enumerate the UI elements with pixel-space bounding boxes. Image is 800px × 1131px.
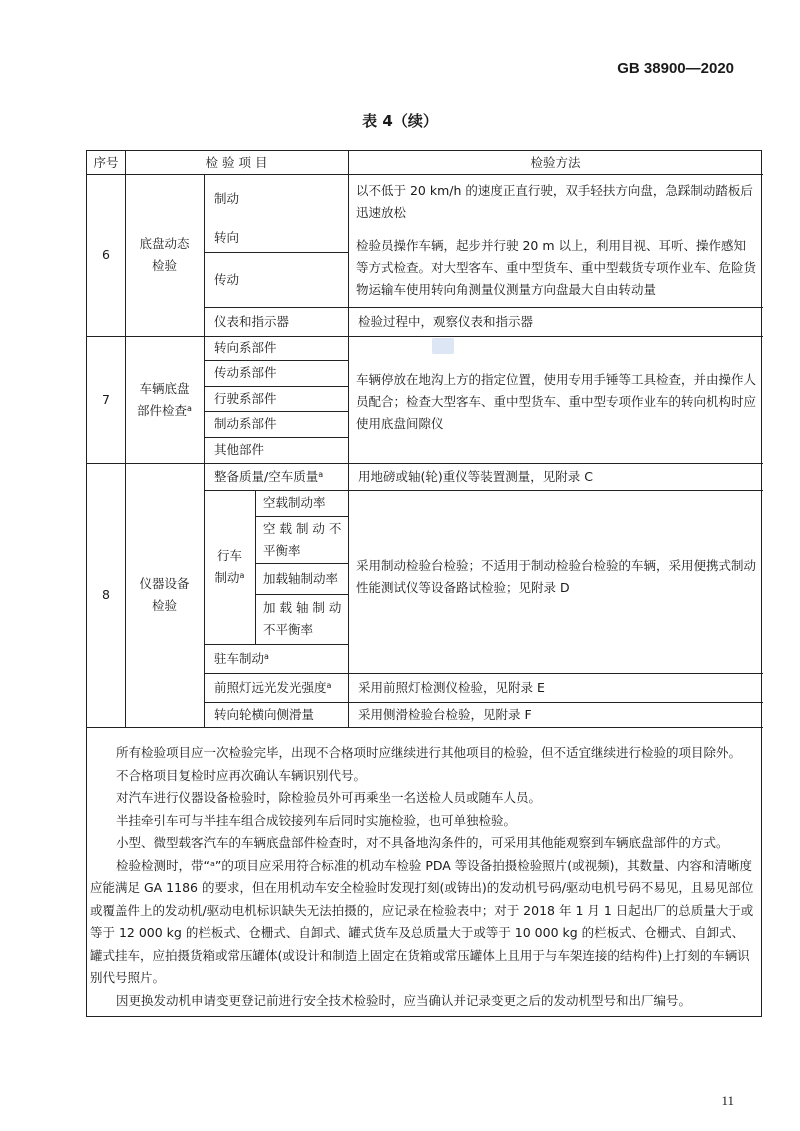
row6-method-gauges: 检验过程中，观察仪表和指示器	[358, 313, 534, 329]
row7-category-line1: 车辆底盘	[139, 380, 190, 396]
row8-item-parking-brake: 驻车制动 a	[204, 644, 348, 673]
row7-superscript: a	[187, 403, 192, 413]
row7-method: 车辆停放在地沟上方的指定位置，使用专用手锤等工具检查，并由操作人员配合；检查大型客车、重中型货车、重中型专项作业车的转向机构时应使用底盘间隙仪	[356, 372, 757, 431]
row6-item-brake: 制动	[214, 191, 240, 206]
row8-method-headlamp: 采用前照灯检测仪检验，见附录 E	[358, 679, 545, 695]
service-brake-line1: 行车	[216, 548, 242, 563]
row8-mass-superscript: a	[318, 469, 324, 479]
row8-category-line1: 仪器设备	[139, 576, 190, 591]
parking-brake-superscript: a	[264, 651, 269, 661]
header-method: 检验方法	[530, 154, 581, 170]
row7-number: 7	[102, 391, 110, 407]
row6-item-steering: 转向	[214, 230, 240, 245]
row6-number: 6	[102, 247, 110, 262]
note-7: 因更换发动机申请变更登记前进行安全技术检验时，应当确认并记录变更之后的发动机型号和出厂编号。	[116, 992, 692, 1008]
row8-method-sideslip: 采用侧滑检验台检验，见附录 F	[358, 706, 532, 722]
service-brake-line2: 制动$^a$	[214, 570, 245, 585]
note-5: 小型、微型载客汽车的车辆底盘部件检查时，对不具备地沟条件的，可采用其他能观察到车辆底盘部件的方式。	[116, 835, 729, 850]
row8-method-brake: 采用制动检验台检验；不适用于制动检验台检验的车辆，采用便携式制动性能测试仪等设备路试检验；见附录 D	[356, 558, 757, 595]
row8-item-headlamp: 前照灯远光发光强度 a	[204, 673, 348, 702]
service-brake-superscript: a	[239, 571, 245, 580]
row6-method-brake: 以不低于 20 km/h 的速度正直行驶，双手轻扶方向盘，急踩制动踏板后迅速放松	[356, 183, 753, 220]
row6-category-line2: 检验	[151, 258, 177, 273]
row7-category	[125, 336, 204, 463]
row8-method-mass: 用地磅或轴(轮)重仪等装置测量，见附录 C	[358, 468, 593, 484]
page-number: 11	[721, 1093, 734, 1108]
note-4: 半挂牵引车可与半挂车组合成铰接列车后同时实施检验，也可单独检验。	[116, 812, 517, 828]
row7-item-steering-parts: 转向系部件	[214, 340, 277, 355]
brake-item-loaded-rate: 加载轴制动率	[263, 570, 339, 586]
row6-item-drive: 传动	[214, 271, 240, 287]
headlamp-superscript: a	[326, 680, 332, 690]
standard-number: GB 38900—2020	[617, 60, 734, 77]
note-2: 不合格项目复检时应再次确认车辆识别代号。	[116, 767, 367, 783]
note-1: 所有检验项目应一次检验完毕，出现不合格项时应继续进行其他项目的检验，但不适宜继续进行检验的项目除外。	[116, 745, 742, 760]
row8-item-mass: 整备质量/空车质量 a	[204, 463, 348, 490]
table-title: 表 4（续）	[362, 112, 438, 130]
row7-item-running-parts: 行驶系部件	[214, 390, 277, 406]
row7-item-other-parts: 其他部件	[214, 442, 265, 457]
row6-method-steering-drive: 检验员操作车辆，起步并行驶 20 m 以上，利用目视、耳听、操作感知等方式检查。对大型客车、重中型货车、重中型载货专项作业车、危险货物运输车使用转向角测量仪测量方向盘最大自由转动量	[356, 238, 757, 297]
row6-category	[125, 174, 204, 336]
row6-item-gauges: 仪表和指示器	[214, 313, 290, 329]
row7-item-brake-parts: 制动系部件	[214, 416, 277, 431]
note-3: 对汽车进行仪器设备检验时，除检验员外可再乘坐一名送检人员或随车人员。	[116, 790, 542, 805]
brake-item-loaded-imbalance: 加 载 轴 制 动 不平衡率	[263, 600, 342, 637]
row8-number: 8	[102, 587, 110, 602]
watermark-logo	[432, 338, 454, 354]
row8-item-sideslip: 转向轮横向侧滑量	[214, 706, 315, 722]
row8-category-line2: 检验	[151, 598, 177, 613]
header-no: 序号	[93, 154, 119, 170]
brake-item-empty-imbalance: 空 载 制 动 不 平衡率	[263, 521, 342, 558]
row7-category-line2: 部件检查$^a$	[137, 402, 192, 418]
row8-service-brake-group	[204, 490, 255, 644]
row6-category-line1: 底盘动态	[139, 236, 190, 251]
row8-category	[125, 463, 204, 727]
row7-item-drive-parts: 传动系部件	[214, 365, 277, 380]
note-6: 检验检测时，带“ᵃ”的项目应采用符合标准的机动车检验 PDA 等设备拍摄检验照片(或视频)，其数量、内容和清晰度应能满足 GA 1186 的要求，但在用机动车安全检验时发现打刻(或铸出)的发动机号码/驱动电机号码不易见，且易见部位或覆盖件上的发动机/驱动电机标识缺失无法拍摄的，应记录在检验表中；对于 2018 年 1 月 1 日起出厂的总质量大于或等于 12 000 kg 的栏板式、仓栅式、自卸式、罐式货车及总质量大于或等于 10 000 kg 的栏板式、仓栅式、自卸式、罐式挂车，应拍摄货箱或常压罐体(或设计和制造上固定在货箱或常压罐体上且用于与车架连接的结构件)上打刻的车辆识别代号照片。	[90, 857, 754, 985]
brake-item-empty-rate: 空载制动率	[263, 495, 326, 510]
table-notes	[90, 742, 754, 1012]
header-item: 检 验 项 目	[205, 154, 268, 170]
